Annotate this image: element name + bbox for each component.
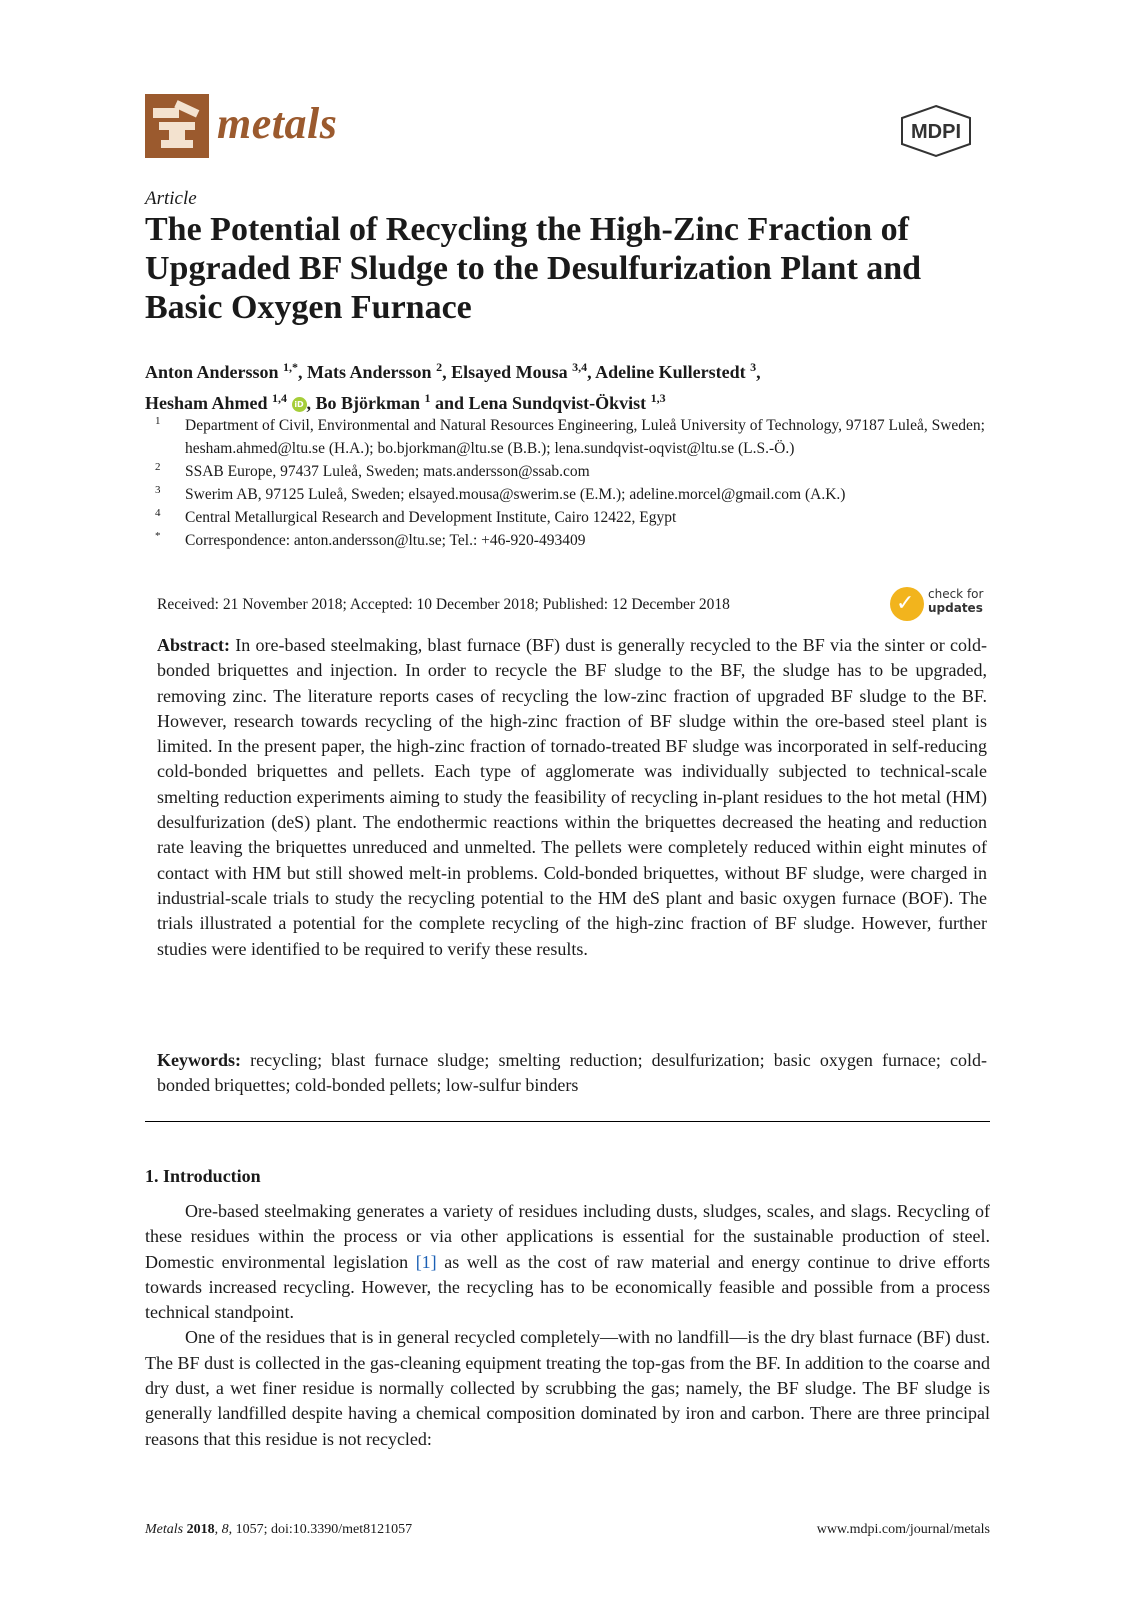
check-updates-label-bold: updates	[928, 601, 983, 615]
affiliation-item	[150, 506, 990, 529]
orcid-icon[interactable]: iD	[292, 397, 307, 412]
keywords-label: Keywords:	[157, 1050, 241, 1070]
mdpi-logo-text: MDPI	[911, 121, 961, 143]
author-affiliation: 3,4	[572, 360, 588, 374]
keywords	[157, 1048, 987, 1098]
affiliation-marker: *	[155, 530, 161, 542]
affiliation-text: Swerim AB, 97125 Luleå, Sweden; elsayed.mousa@swerim.se (E.M.); adeline.morcel@gmail.com (A.K.)	[185, 486, 846, 503]
correspondence-text: Correspondence: anton.andersson@ltu.se; Tel.: +46-920-493409	[185, 532, 586, 549]
author-name: and Lena Sundqvist-Ökvist	[435, 393, 647, 413]
abstract	[157, 633, 987, 962]
author-affiliation: 1,*	[283, 360, 299, 374]
mdpi-logo-icon	[898, 104, 974, 163]
check-updates-label: check for	[928, 587, 984, 601]
affiliation-text: Department of Civil, Environmental and Natural Resources Engineering, Luleå University of Technology, 97187 Luleå, Sweden; hesham.ahmed@ltu.se (H.A.); bo.bjorkman@ltu.se (B.B.); lena.sundqvist-oqvist@ltu.se (L.S.-Ö.)	[185, 417, 985, 457]
abstract-text: In ore-based steelmaking, blast furnace (BF) dust is generally recycled to the BF via the sinter or cold-bonded briquettes and injection. In order to recycle the BF sludge to the BF, the sludge has to be upgraded, removing zinc. The literature reports cases of recycling the low-zinc fraction of upgraded BF sludge to the BF. However, research towards recycling of the high-zinc fraction of BF sludge within the ore-based steel plant is limited. In the present paper, the high-zinc fraction of tornado-treated BF sludge was incorporated in self-reducing cold-bonded briquettes and pellets. Each type of agglomerate was individually subjected to technical-scale smelting reduction experiments aiming to study the feasibility of recycling in-plant residues to the hot metal (HM) desulfurization (deS) plant. The endothermic reactions within the briquettes decreased the heating and reduction rate leaving the briquettes unreduced and unmelted. The pellets were completely reduced within eight minutes of contact with HM but still showed melt-in problems. Cold-bonded briquettes, without BF sludge, were charged in industrial-scale trials to study the recycling potential to the HM deS plant and basic oxygen furnace (BOF). The trials illustrated a potential for the complete recycling of the high-zinc fraction of BF sludge. However, further studies were identified to be required to verify these results.	[157, 635, 987, 959]
author-affiliation: 1	[424, 391, 431, 405]
footer-citation: Metals 2018, 8, 1057; doi:10.3390/met8121057	[145, 1522, 413, 1537]
section-divider	[145, 1121, 990, 1122]
journal-logo-icon	[145, 94, 209, 158]
paragraph-text: as well as the cost of raw material and energy continue to drive efforts towards increased recycling. However, the recycling has to be economically feasible and possible from a process technical standpoint.	[145, 1251, 990, 1323]
paragraph: One of the residues that is in general recycled completely—with no landfill—is the dry blast furnace (BF) dust. The BF dust is collected in the gas-cleaning equipment treating the top-gas from the BF. In addition to the coarse and dry dust, a wet finer residue is normally collected by scrubbing the gas; namely, the BF sludge. The BF sludge is generally landfilled despite having a chemical composition dominated by iron and carbon. There are three principal reasons that this residue is not recycled:	[145, 1327, 990, 1449]
author-name: Bo Björkman	[315, 393, 421, 413]
footer-volume: 8	[221, 1522, 229, 1537]
affiliation-marker: 4	[155, 507, 161, 519]
affiliation-list	[150, 414, 990, 552]
publication-dates: Received: 21 November 2018; Accepted: 10 December 2018; Published: 12 December 2018	[157, 596, 730, 613]
author-affiliation: 2	[436, 360, 443, 374]
affiliation-item	[150, 414, 990, 460]
author-name: Adeline Kullerstedt	[595, 362, 746, 382]
affiliation-marker: 2	[155, 461, 161, 473]
affiliation-marker: 3	[155, 484, 161, 496]
author-name: Mats Andersson	[307, 362, 432, 382]
affiliation-marker: 1	[155, 415, 161, 427]
checkmark-icon: ✓	[896, 591, 915, 616]
affiliation-text: SSAB Europe, 97437 Luleå, Sweden; mats.andersson@ssab.com	[185, 463, 590, 480]
affiliation-item	[150, 460, 990, 483]
keywords-text: recycling; blast furnace sludge; smelting reduction; desulfurization; basic oxygen furnace; cold-bonded briquettes; cold-bonded pellets; low-sulfur binders	[157, 1050, 988, 1095]
author-name: Anton Andersson	[145, 362, 279, 382]
footer-year: 2018	[186, 1522, 215, 1537]
footer-doi: , 1057; doi:10.3390/met8121057	[228, 1522, 413, 1537]
section-body	[145, 1199, 990, 1452]
paragraph	[145, 1199, 990, 1325]
affiliation-item	[150, 483, 990, 506]
citation-link[interactable]: [1]	[415, 1251, 437, 1272]
paper-title: The Potential of Recycling the High-Zinc Fraction of Upgraded BF Sludge to the Desulfurization Plant and Basic Oxygen Furnace	[145, 211, 922, 326]
affiliation-text: Central Metallurgical Research and Development Institute, Cairo 12422, Egypt	[185, 509, 677, 526]
author-affiliation: 3	[750, 360, 757, 374]
abstract-label: Abstract:	[157, 635, 230, 655]
journal-name: metals	[217, 99, 338, 148]
footer-url[interactable]: www.mdpi.com/journal/metals	[816, 1522, 990, 1537]
author-name: Elsayed Mousa	[451, 362, 568, 382]
correspondence-item	[150, 529, 990, 552]
author-name: Hesham Ahmed	[145, 393, 268, 413]
author-affiliation: 1,3	[650, 391, 666, 405]
article-type: Article	[145, 188, 197, 209]
author-affiliation: 1,4	[272, 391, 288, 405]
section-heading: 1. Introduction	[145, 1166, 261, 1186]
author-list: Anton Andersson $^{1,*}$, Mats Andersson $^2$, Elsayed Mousa $^{3,4}$, Adeline Kullerstedt $^3$, Hesham Ahmed $^{1,4}$ iD , Bo Björkman $^1$ and Lena Sundqvist-Ökvist $^{1,3}$	[145, 360, 761, 413]
footer-journal: Metals	[145, 1522, 184, 1537]
paragraph-text: Ore-based steelmaking generates a variety of residues including dusts, sludges, scales, and slags. Recycling of these residues within the process or via other applications is essential for the sustainable production of steel. Domestic environmental legislation	[145, 1201, 990, 1272]
